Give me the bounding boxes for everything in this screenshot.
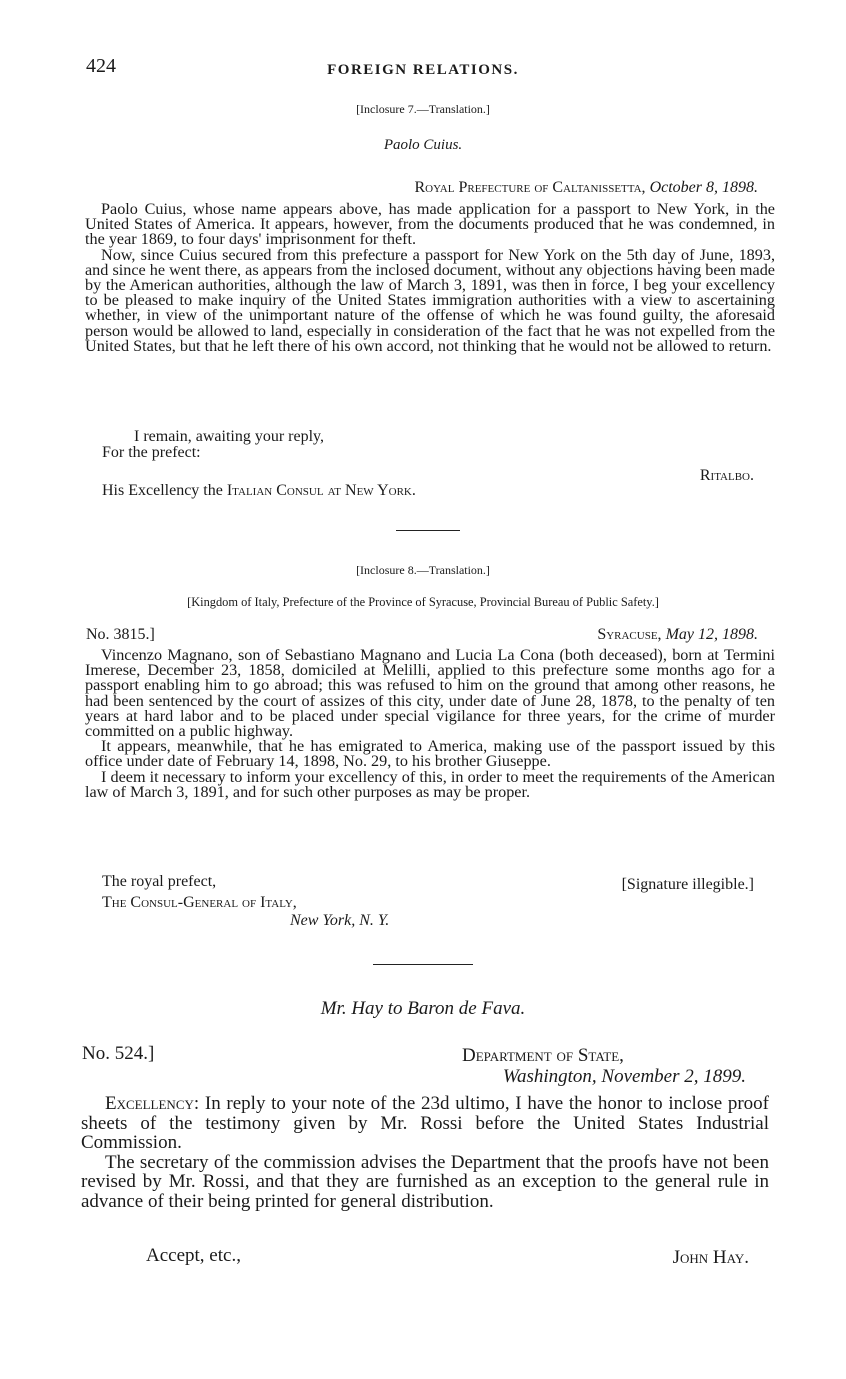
page-number: 424 [86,55,116,77]
inclosure-7-dateline [414,179,758,197]
inclosure-8-label: [Inclosure 8.—Translation.] [356,563,490,577]
inclosure-8-dateline [597,626,758,644]
inclosure-7-place: Royal Prefecture of Caltanissetta, [414,179,646,196]
letter-closing: Accept, etc., [146,1245,241,1266]
inclosure-7-date: October 8, 1898. [649,179,758,196]
inclosure-8-addressee: The Consul-General of Italy, [102,894,297,911]
letter-department: Department of State, [462,1045,624,1066]
inclosure-7-paragraph-2: Now, since Cuius secured from this prefecture a passport for New York on the 5th day of June, 1893, and since he went there, as appears from the inclosed document, without any objections having been made by the American authorities, although the law of March 3, 1891, was then in force, I beg your excellency to be pleased to make inquiry of the United States immigration authorities with a view to ascertaining whether, in view of the unimportant nature of the offense of which he was found guilty, the aforesaid person would be allowed to land, especially in consideration of the fact that he was not expelled from the United States, but that he left there of his own accord, not thinking that he would not be allowed to return. [85,245,775,355]
inclosure-7-label: [Inclosure 7.—Translation.] [356,102,490,116]
inclosure-8-subheading: [Kingdom of Italy, Prefecture of the Province of Syracuse, Provincial Bureau of Public Safety.] [187,595,659,609]
inclosure-8-body [85,648,775,800]
section-divider-1 [396,530,460,531]
letter-place-date: Washington, November 2, 1899. [502,1066,746,1087]
section-divider-2 [373,964,473,965]
inclosure-7-paragraph-1: Paolo Cuius, whose name appears above, has made application for a passport to New York, in the United States of America. It appears, however, from the documents produced that he was condemned, in the year 1869, to four days' imprisonment for theft. [85,200,775,249]
letter-salutation: Excellency: [105,1093,200,1114]
inclosure-7-addressee-line [102,482,416,500]
inclosure-8-place: Syracuse, [597,626,662,643]
inclosure-8-number: No. 3815.] [86,626,155,643]
running-title: FOREIGN RELATIONS. [327,62,519,78]
inclosure-7-addressee-prefix: His Excellency the [102,482,223,499]
inclosure-7-name-heading: Paolo Cuius. [383,137,463,153]
inclosure-8-closing: The royal prefect, [102,873,217,890]
inclosure-7-signature: Ritalbo. [699,467,754,484]
inclosure-8-signature: [Signature illegible.] [621,876,754,893]
inclosure-7-body [85,202,775,354]
inclosure-7-closing: I remain, awaiting your reply, [134,428,325,445]
inclosure-8-paragraph-2: It appears, meanwhile, that he has emigrated to America, making use of the passport issued by this office under date of February 14, 1898, No. 29, to his brother Giuseppe. [85,737,775,771]
letter-body [81,1094,769,1211]
letter-paragraph-1 [81,1094,769,1153]
inclosure-7-for-prefect: For the prefect: [102,444,201,461]
letter-paragraph-2: The secretary of the commission advises the Department that the proofs have not been revised by Mr. Rossi, and that they are furnished as an exception to the general rule in advance of their being printed for general distribution. [81,1151,769,1212]
letter-heading: Mr. Hay to Baron de Fava. [320,998,526,1019]
letter-paragraph-1-text: In reply to your note of the 23d ultimo, I have the honor to inclose proof sheets of the testimony given by Mr. Rossi before the United States Industrial Commission. [81,1093,770,1153]
inclosure-8-paragraph-1: Vincenzo Magnano, son of Sebastiano Magnano and Lucia La Cona (both deceased), born at Termini Imerese, December 23, 1858, domiciled at Melilli, applied to this prefecture some months ago for a passport enabling him to go abroad; this was refused to him on the ground that among other reasons, he had been sentenced by the court of assizes of this city, under date of June 28, 1878, to the penalty of ten years at hard labor and to be placed under special vigilance for three years, for the crime of murder committed on a public highway. [85,646,775,741]
letter-signature: John Hay. [672,1247,749,1268]
inclosure-8-paragraph-3: I deem it necessary to inform your excellency of this, in order to meet the requirements of the American law of March 3, 1891, and for such other purposes as may be proper. [85,767,775,801]
inclosure-8-addressee-place: New York, N. Y. [290,912,390,929]
inclosure-7-addressee: Italian Consul at New York. [226,482,416,499]
letter-number: No. 524.] [82,1043,155,1064]
inclosure-8-date: May 12, 1898. [665,626,758,643]
